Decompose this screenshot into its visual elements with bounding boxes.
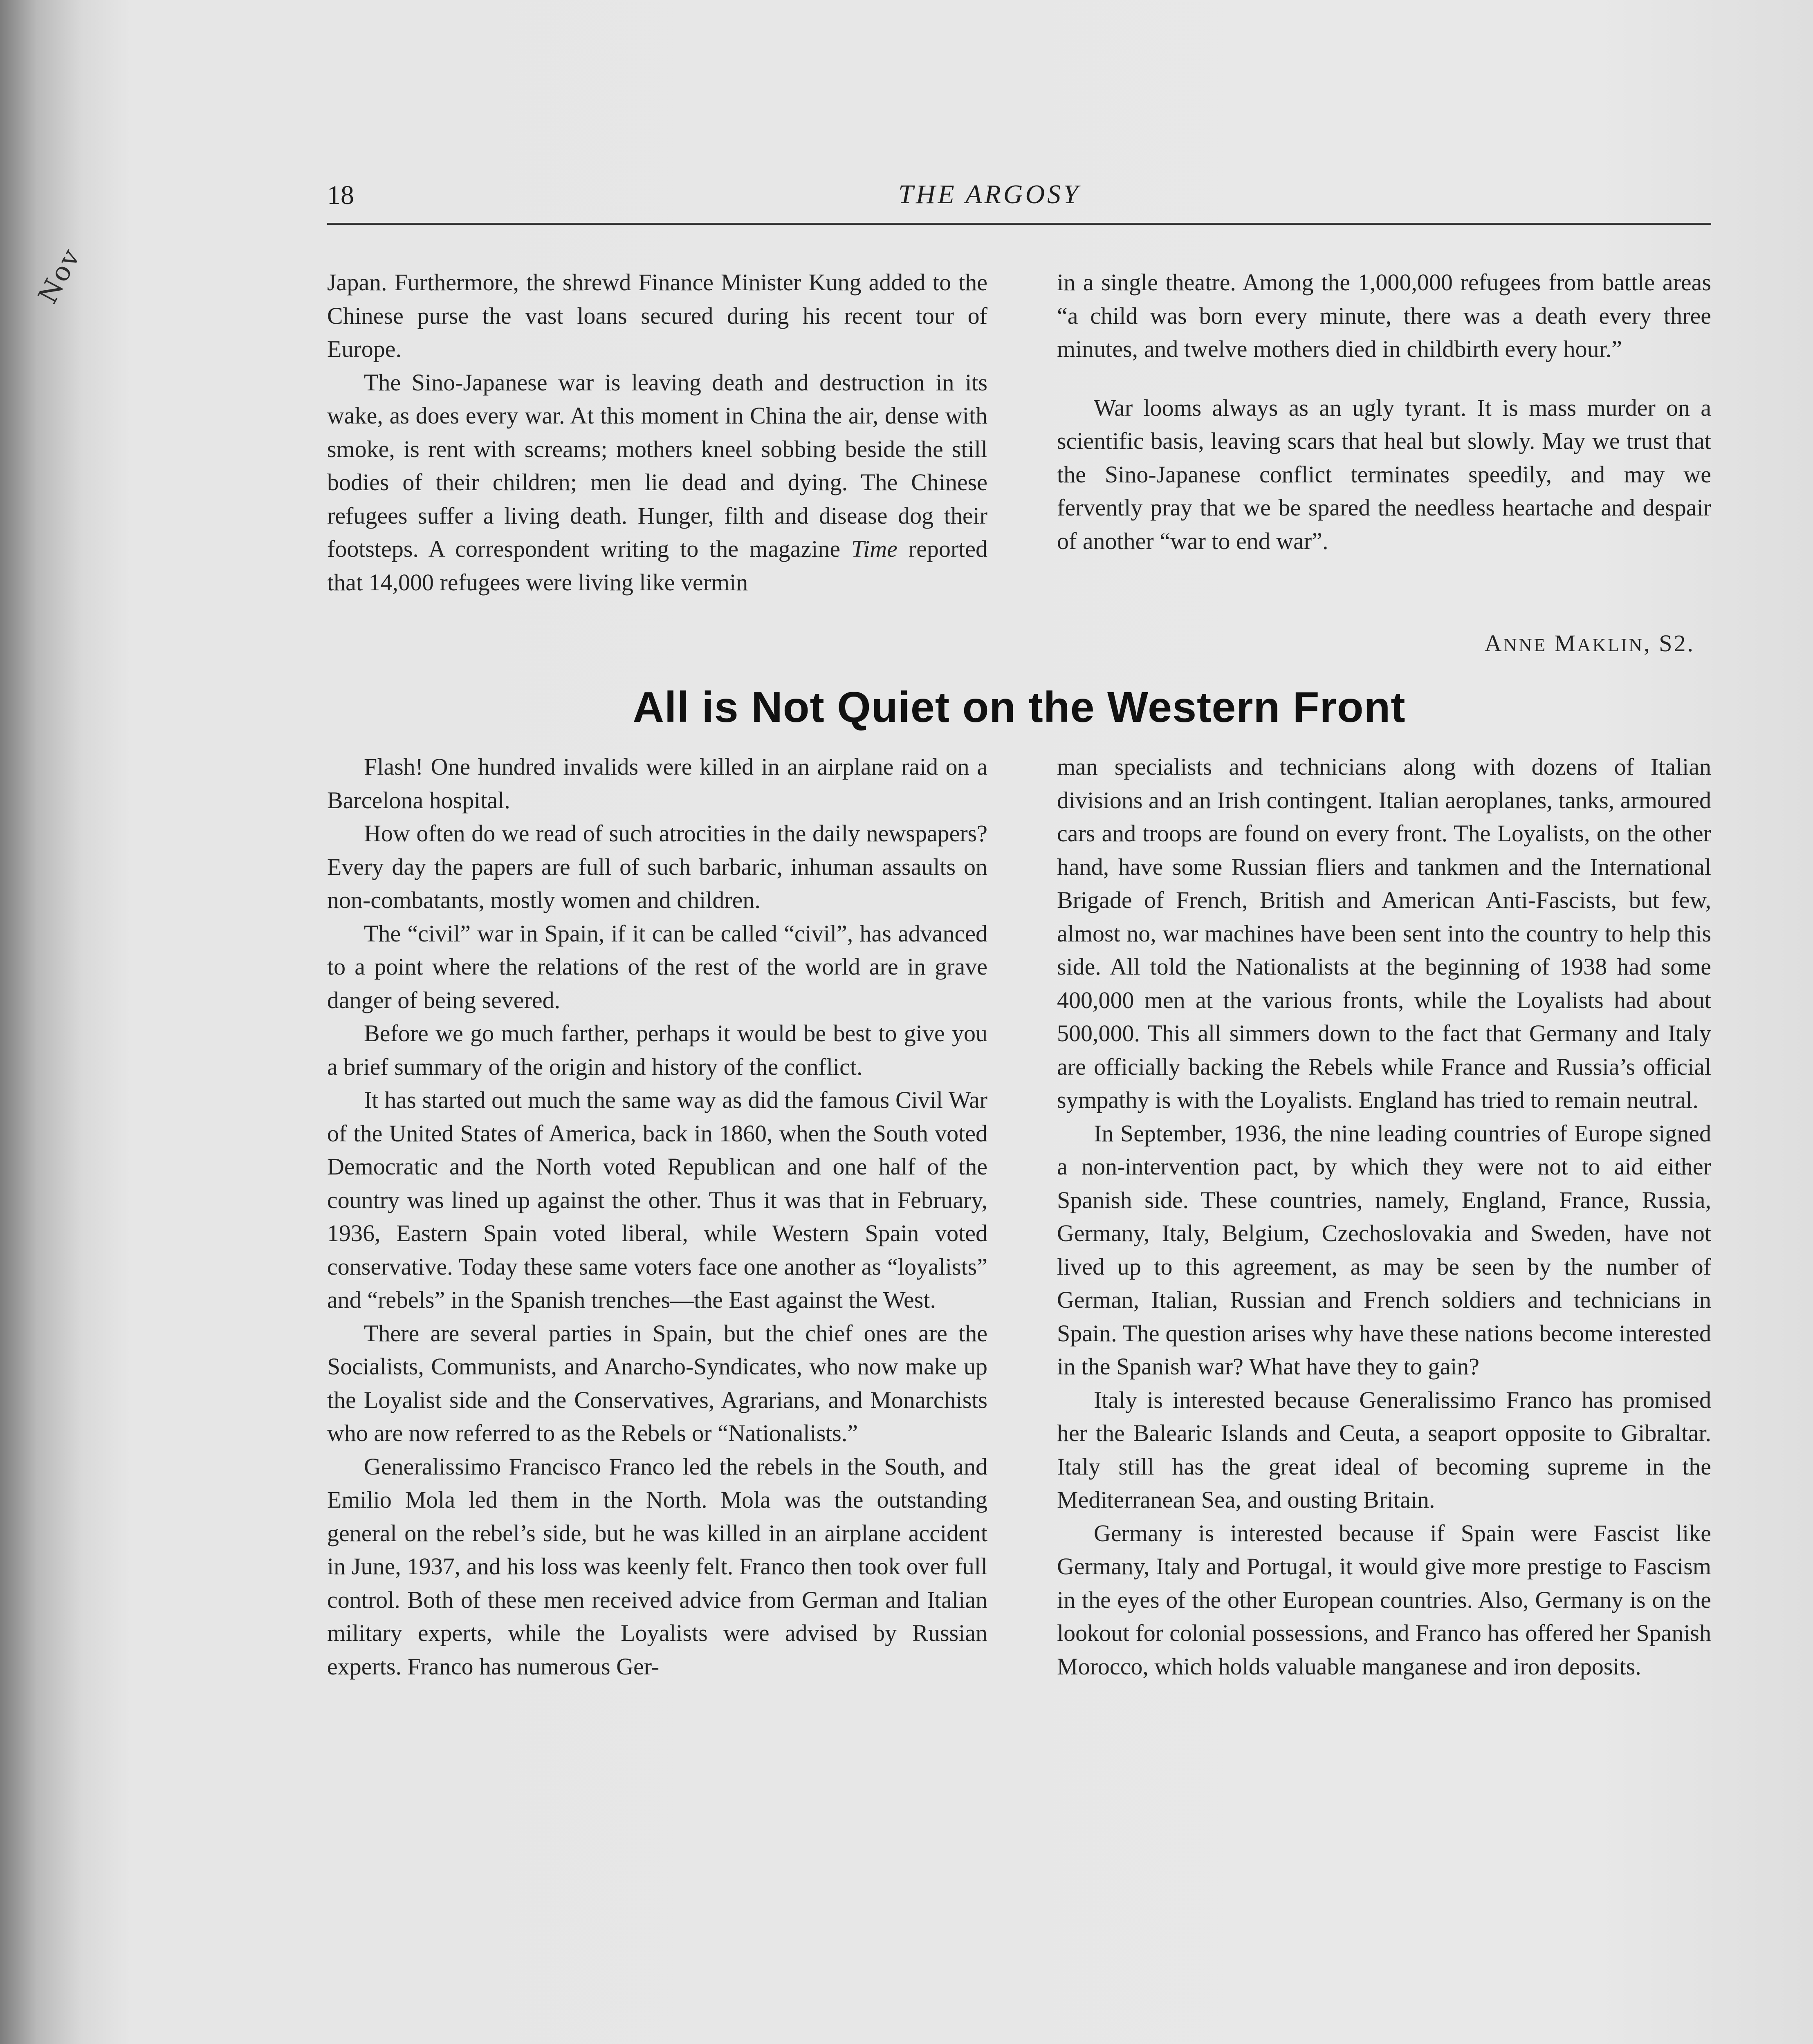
paragraph: in a single theatre. Among the 1,000,000 refugees from battle areas “a child was born every minute, there was a death every three minutes, and twelve mothers died in childbirth every hour.” [1057,269,1711,362]
paragraph: It has started out much the same way as did the famous Civil War of the United States of America, back in 1860, when the South voted Democratic and the North voted Republican and one half of the country was lined up against the other. Thus it was that in February, 1936, Eastern Spain voted liberal, while Western Spain voted conservative. Today these same voters face one another as “loyalists” and “rebels” in the Spanish trenches—the East against the West. [327,1087,987,1313]
margin-handwriting: Nov [33,243,87,309]
page-number: 18 [327,180,354,210]
magazine-name: Time [851,536,898,562]
header-rule [327,223,1711,225]
paragraph: War looms always as an ugly tyrant. It is mass murder on a scientific basis, leaving scars that heal but slowly. May we trust that the Sino-Japanese conflict terminates speedily, and may we fervently pray that we be spared the needless heartache and despair of another “war to end war”. [1057,394,1711,554]
paragraph [327,366,987,599]
paragraph: Germany is interested because if Spain were Fascist like Germany, Italy and Portugal, it would give more prestige to Fascism in the eyes of the other European countries. Also, Germany is on the lookout for colonial possessions, and Franco has offered her Spanish Morocco, which holds valuable manganese and iron deposits. [1057,1520,1711,1680]
paragraph: The “civil” war in Spain, if it can be called “civil”, has advanced to a point where the relations of the rest of the world are in grave danger of being severed. [327,920,987,1013]
paragraph: There are several parties in Spain, but the chief ones are the Socialists, Communists, and Anarcho-Syndicates, who now make up the Loyalist side and the Conservatives, Agrarians, and Monarchists who are now referred to as the Rebels or “Nationalists.” [327,1320,987,1446]
paragraph-text: reported that 14,000 refugees were living like vermin [327,536,988,596]
paragraph: In September, 1936, the nine leading countries of Europe signed a non-intervention pact, by which they were not to aid either Spanish side. These countries, namely, England, France, Russia, Germany, Italy, Belgium, Czechoslovakia and Sweden, have not lived up to this agreement, as may be seen by the number of German, Italian, Russian and French soldiers and technicians in Spain. The question arises why have these nations become interested in the Spanish war? What have they to gain? [1057,1120,1711,1380]
previous-article-column-2 [1057,266,1711,558]
paragraph-text: The Sino-Japanese war is leaving death and destruction in its wake, as does every war. At this moment in China the air, dense with smoke, is rent with screams; mothers kneel sobbing beside the still bodies of their children; men lie dead and dying. The Chinese refugees suffer a living death. Hunger, filth and disease dog their footsteps. A correspondent writing to the magazine [327,369,987,562]
author-byline: ANNE MAKLIN, S2. [1484,630,1695,657]
paragraph: Flash! One hundred invalids were killed in an airplane raid on a Barcelona hospital. [327,753,987,814]
paragraph: Italy is interested because Generalissimo Franco has promised her the Balearic Islands and Ceuta, a seaport opposite to Gibraltar. Italy still has the great ideal of becoming supreme in the Mediterranean Sea, and ousting Britain. [1057,1386,1711,1513]
article-title: All is Not Quiet on the Western Front [633,683,1406,731]
paragraph: Before we go much farther, perhaps it would be best to give you a brief summary of the origin and history of the conflict. [327,1020,987,1080]
paragraph: man specialists and technicians along with dozens of Italian divisions and an Irish contingent. Italian aeroplanes, tanks, armoured cars and troops are found on every front. The Loyalists, on the other hand, have some Russian fliers and tankmen and the International Brigade of French, British and American Anti-Fascists, but few, almost no, war machines have been sent into the country to help this side. All told the Nationalists at the beginning of 1938 had some 400,000 men at the various fronts, while the Loyalists had about 500,000. This all simmers down to the fact that Germany and Italy are officially backing the Rebels while France and Russia’s official sympathy is with the Loyalists. England has tried to remain neutral. [1057,753,1711,1113]
previous-article-column-1 [327,266,987,599]
article-column-2 [1057,750,1711,1683]
article-column-1 [327,750,987,1683]
paragraph: Generalissimo Francisco Franco led the rebels in the South, and Emilio Mola led them in the North. Mola was the outstanding general on the rebel’s side, but he was killed in an airplane accident in June, 1937, and his loss was keenly felt. Franco then took over full control. Both of these men received advice from German and Italian military experts, while the Loyalists were advised by Russian experts. Franco has numerous Ger- [327,1453,987,1680]
paragraph: How often do we read of such atrocities in the daily newspapers? Every day the papers are full of such barbaric, inhuman assaults on non-combatants, mostly women and children. [327,820,987,913]
paragraph: Japan. Furthermore, the shrewd Finance Minister Kung added to the Chinese purse the vast loans secured during his recent tour of Europe. [327,269,987,362]
running-head: THE ARGOSY [898,179,1081,209]
